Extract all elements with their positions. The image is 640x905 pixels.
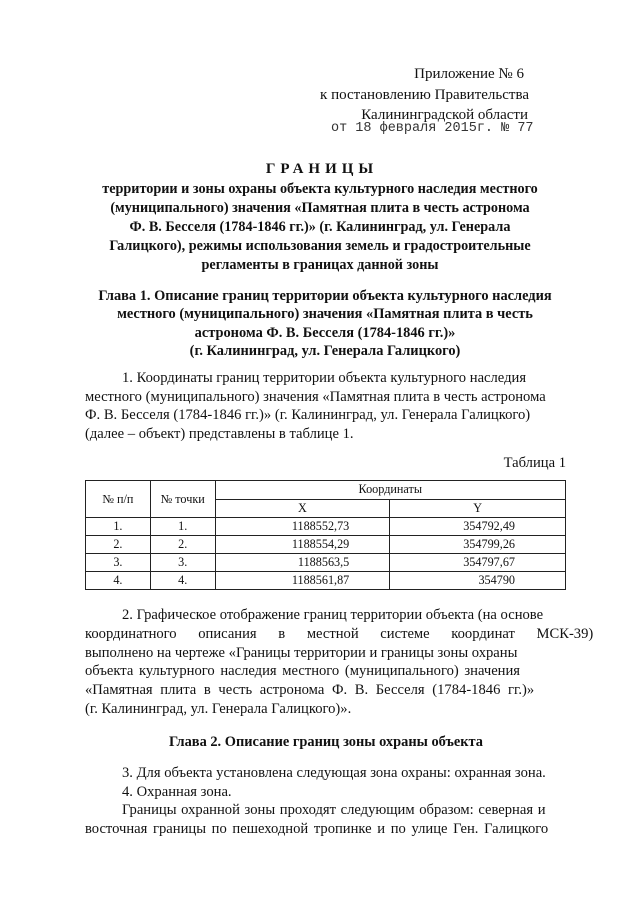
para1-line-4: (далее – объект) представлены в таблице 1.	[85, 426, 354, 442]
cell-y: 354792,49	[390, 518, 566, 536]
para2-line-2: координатного описания в местной системе координат МСК-39)	[85, 626, 594, 642]
chapter2-title: Глава 2. Описание границ зоны охраны объекта	[169, 734, 483, 750]
chapter1-line-3: астронома Ф. В. Бесселя (1784-1846 гг.)»	[194, 325, 456, 341]
cell-x: 1188554,29	[215, 536, 390, 554]
table-row	[86, 572, 566, 590]
para5-line-1: Границы охранной зоны проходят следующим образом: северная и	[122, 802, 546, 818]
title-line-5: регламенты в границах данной зоны	[201, 257, 439, 273]
para2-line-6: (г. Калининград, ул. Генерала Галицкого)».	[85, 701, 352, 717]
table-row	[86, 554, 566, 572]
header-x: X	[215, 499, 390, 518]
para1-line-1	[122, 369, 568, 388]
table-row	[86, 518, 566, 536]
appendix-line-3: Калининградской области	[361, 107, 528, 123]
cell-x: 1188563,5	[215, 554, 390, 572]
cell-x: 1188552,73	[215, 518, 390, 536]
header-point: № точки	[150, 481, 215, 518]
chapter1-line-1: Глава 1. Описание границ территории объекта культурного наследия	[98, 288, 552, 304]
para4: 4. Охранная зона.	[122, 784, 232, 800]
header-y: Y	[390, 499, 566, 518]
coordinates-table	[85, 480, 566, 590]
cell-num: 1.	[86, 518, 151, 536]
para1-line-2: местного (муниципального) значения «Памятная плита в честь астронома	[85, 389, 546, 405]
cell-y: 354799,26	[390, 536, 566, 554]
title-line-1: территории и зоны охраны объекта культурного наследия местного	[102, 181, 538, 197]
table-header-row	[86, 481, 566, 500]
appendix-line-1: Приложение № 6	[414, 66, 524, 82]
table-row	[86, 536, 566, 554]
cell-y: 354790	[390, 572, 566, 590]
title-line-4: Галицкого), режимы использования земель и градостроительные	[109, 238, 531, 254]
cell-point: 3.	[150, 554, 215, 572]
cell-x: 1188561,87	[215, 572, 390, 590]
para1-line-3: Ф. В. Бесселя (1784-1846 гг.)» (г. Калининград, ул. Генерала Галицкого)	[85, 407, 531, 423]
cell-point: 2.	[150, 536, 215, 554]
para2-line-3: выполнено на чертеже «Границы территории и границы зоны охраны	[85, 645, 518, 661]
para1-line-1-text: 1. Координаты границ территории объекта культурного наследия	[122, 370, 527, 386]
cell-num: 2.	[86, 536, 151, 554]
para2-line-4: объекта культурного наследия местного (муниципального) значения	[85, 663, 521, 679]
title-line-2: (муниципального) значения «Памятная плита в честь астронома	[110, 200, 530, 216]
para5-line-2: восточная границы по пешеходной тропинке и по улице Ген. Галицкого	[85, 821, 549, 837]
chapter1-line-2: местного (муниципального) значения «Памятная плита в честь	[117, 306, 533, 322]
header-coords: Координаты	[215, 481, 565, 500]
cell-point: 4.	[150, 572, 215, 590]
appendix-date-number: от 18 февраля 2015г. № 77	[331, 121, 534, 136]
chapter1-line-4: (г. Калининград, ул. Генерала Галицкого)	[189, 343, 461, 359]
appendix-line-2: к постановлению Правительства	[320, 87, 529, 103]
cell-num: 4.	[86, 572, 151, 590]
para2-line-5: «Памятная плита в честь астронома Ф. В. Бесселя (1784-1846 гг.)»	[85, 682, 535, 698]
cell-point: 1.	[150, 518, 215, 536]
header-num: № п/п	[86, 481, 151, 518]
cell-y: 354797,67	[390, 554, 566, 572]
document-title: ГРАНИЦЫ	[265, 161, 379, 177]
title-line-3: Ф. В. Бесселя (1784-1846 гг.)» (г. Калининград, ул. Генерала	[129, 219, 511, 235]
para2-line-1: 2. Графическое отображение границ территории объекта (на основе	[122, 607, 544, 623]
cell-num: 3.	[86, 554, 151, 572]
para3: 3. Для объекта установлена следующая зона охраны: охранная зона.	[122, 765, 546, 781]
table-caption: Таблица 1	[503, 455, 566, 471]
